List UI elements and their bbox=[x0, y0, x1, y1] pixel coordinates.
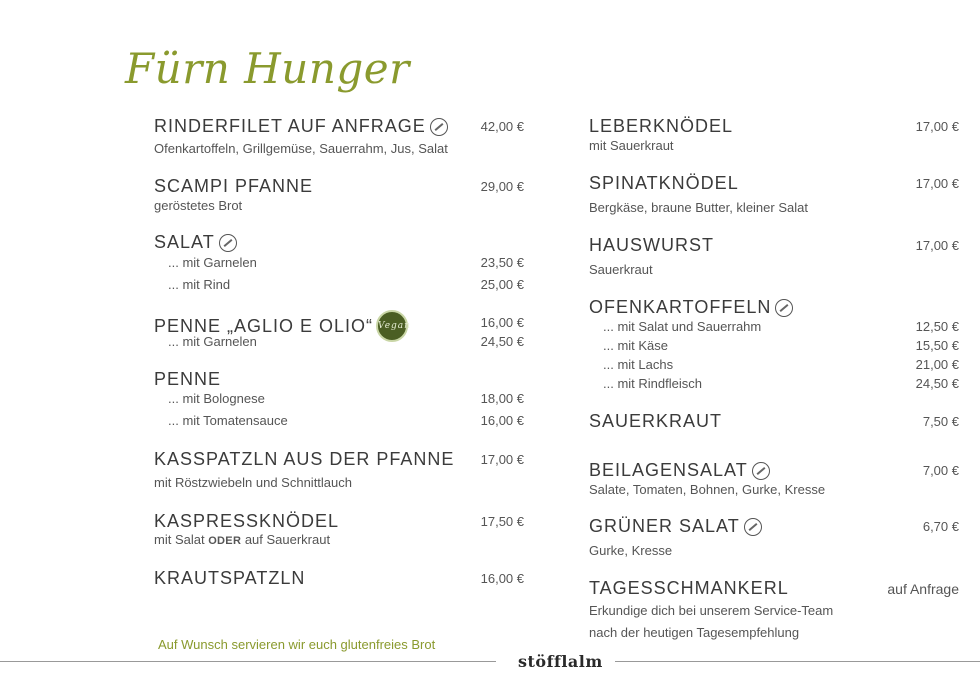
dish-name: GRÜNER SALAT bbox=[589, 516, 740, 536]
gluten-free-icon bbox=[430, 118, 448, 136]
dish-name: SALAT bbox=[154, 232, 215, 252]
sub-price: 24,50 € bbox=[480, 334, 524, 349]
sub-price: 25,00 € bbox=[480, 277, 524, 292]
dish-kaspressknoedel bbox=[154, 511, 524, 551]
dish-kasspatzln bbox=[154, 449, 524, 493]
dish-hauswurst bbox=[589, 235, 959, 279]
dish-name: HAUSWURST bbox=[589, 235, 714, 255]
dish-name: SCAMPI PFANNE bbox=[154, 176, 314, 196]
dish-leberknoedel bbox=[589, 116, 959, 156]
dish-krautspatzln bbox=[154, 568, 524, 592]
sub-item: ... mit Rindfleisch bbox=[603, 376, 702, 391]
dish-rinderfilet bbox=[154, 116, 524, 160]
dish-name: PENNE „AGLIO E OLIO“ bbox=[154, 315, 374, 336]
gluten-free-icon bbox=[219, 234, 237, 252]
dish-desc: Gurke, Kresse bbox=[589, 543, 673, 558]
dish-desc: Bergkäse, braune Butter, kleiner Salat bbox=[589, 200, 808, 215]
dish-price: auf Anfrage bbox=[887, 581, 959, 597]
sub-price: 15,50 € bbox=[915, 338, 959, 353]
sub-price: 16,00 € bbox=[480, 413, 524, 428]
dish-beilagensalat bbox=[589, 460, 959, 500]
dish-desc: Erkundige dich bei unserem Service-Team bbox=[589, 603, 834, 618]
dish-name: SAUERKRAUT bbox=[589, 411, 723, 431]
dish-name: PENNE bbox=[154, 369, 222, 389]
dish-name: KRAUTSPATZLN bbox=[154, 568, 306, 588]
dish-salat bbox=[154, 232, 524, 296]
dish-name: KASPRESSKNÖDEL bbox=[154, 511, 340, 531]
dish-name: OFENKARTOFFELN bbox=[589, 297, 772, 317]
sub-price: 12,50 € bbox=[915, 319, 959, 334]
dish-ofenkartoffeln bbox=[589, 297, 959, 393]
sub-item: ... mit Lachs bbox=[603, 357, 674, 372]
sub-price: 24,50 € bbox=[915, 376, 959, 391]
dish-desc: mit Röstzwiebeln und Schnittlauch bbox=[154, 475, 352, 490]
sub-item: ... mit Bolognese bbox=[168, 391, 265, 406]
dish-penne-aglio bbox=[154, 313, 524, 355]
dish-sauerkraut bbox=[589, 411, 959, 435]
dish-price: 6,70 € bbox=[922, 519, 959, 534]
sub-item: ... mit Tomatensauce bbox=[168, 413, 288, 428]
dish-tagesschmankerl bbox=[589, 578, 959, 642]
dish-price: 16,00 € bbox=[480, 571, 524, 586]
gluten-free-icon bbox=[744, 518, 762, 536]
dish-price: 17,50 € bbox=[480, 514, 524, 529]
dish-name: LEBERKNÖDEL bbox=[589, 116, 734, 136]
dish-desc bbox=[154, 532, 330, 547]
dish-name: RINDERFILET AUF ANFRAGE bbox=[154, 116, 426, 136]
sub-price: 18,00 € bbox=[480, 391, 524, 406]
dish-desc: nach der heutigen Tagesempfehlung bbox=[589, 625, 800, 640]
gluten-free-note: Auf Wunsch servieren wir euch glutenfreies Brot bbox=[158, 637, 436, 652]
dish-desc: mit Sauerkraut bbox=[589, 138, 674, 153]
gluten-free-icon bbox=[775, 299, 793, 317]
dish-price: 17,00 € bbox=[915, 176, 959, 191]
dish-scampi-pfanne bbox=[154, 176, 524, 216]
divider-line bbox=[0, 661, 496, 662]
sub-item: ... mit Garnelen bbox=[168, 334, 257, 349]
dish-price: 42,00 € bbox=[480, 119, 524, 134]
sub-item: ... mit Salat und Sauerrahm bbox=[603, 319, 762, 334]
dish-desc: geröstetes Brot bbox=[154, 198, 243, 213]
vegan-icon: Vegan bbox=[376, 310, 408, 342]
desc-part: mit Salat bbox=[154, 532, 205, 547]
dish-price: 16,00 € bbox=[480, 315, 524, 330]
dish-desc: Ofenkartoffeln, Grillgemüse, Sauerrahm, Jus, Salat bbox=[154, 141, 448, 156]
dish-price: 17,00 € bbox=[915, 119, 959, 134]
dish-desc: Sauerkraut bbox=[589, 262, 653, 277]
dish-name: TAGESSCHMANKERL bbox=[589, 578, 789, 598]
sub-item: ... mit Garnelen bbox=[168, 255, 257, 270]
dish-name: SPINATKNÖDEL bbox=[589, 173, 739, 193]
sub-item: ... mit Rind bbox=[168, 277, 231, 292]
desc-or: ODER bbox=[208, 535, 242, 547]
dish-price: 29,00 € bbox=[480, 179, 524, 194]
dish-price: 17,00 € bbox=[915, 238, 959, 253]
dish-price: 17,00 € bbox=[480, 452, 524, 467]
page-title: Fürn Hunger bbox=[125, 44, 410, 93]
sub-price: 21,00 € bbox=[915, 357, 959, 372]
dish-price: 7,00 € bbox=[922, 463, 959, 478]
dish-desc: Salate, Tomaten, Bohnen, Gurke, Kresse bbox=[589, 482, 826, 497]
gluten-free-icon bbox=[752, 462, 770, 480]
divider-line bbox=[615, 661, 980, 662]
dish-price: 7,50 € bbox=[922, 414, 959, 429]
dish-name: BEILAGENSALAT bbox=[589, 460, 748, 480]
dish-penne bbox=[154, 369, 524, 433]
sub-price: 23,50 € bbox=[480, 255, 524, 270]
dish-spinatknoedel bbox=[589, 173, 959, 217]
dish-gruener-salat bbox=[589, 516, 959, 560]
desc-part: auf Sauerkraut bbox=[244, 532, 331, 547]
dish-name: KASSPATZLN AUS DER PFANNE bbox=[154, 449, 455, 469]
brand-logo: stöfflalm bbox=[518, 652, 603, 671]
sub-item: ... mit Käse bbox=[603, 338, 669, 353]
